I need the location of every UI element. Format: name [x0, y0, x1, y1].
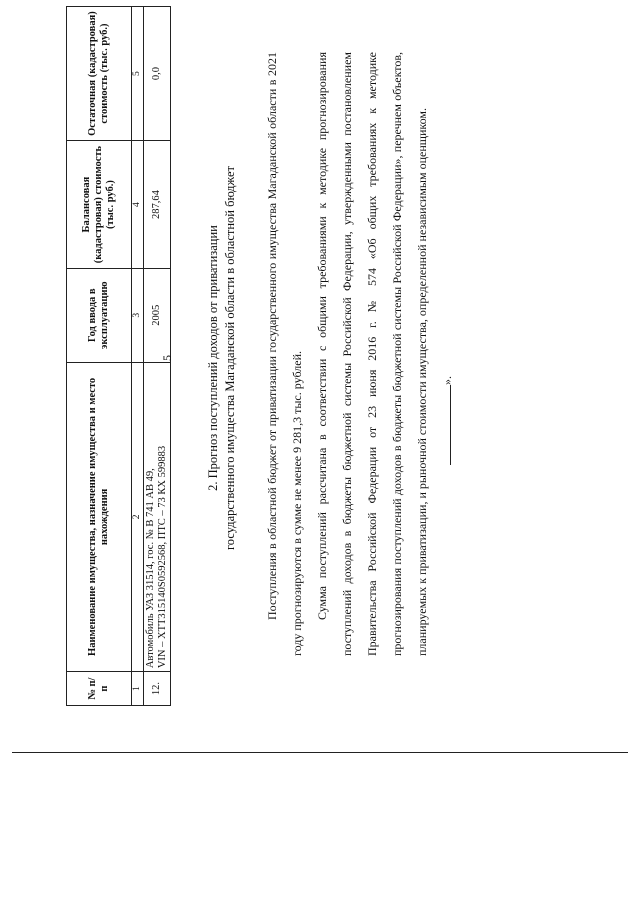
- column-number: 1: [132, 672, 144, 706]
- table-header-row: [67, 7, 132, 706]
- rotated-page-content: [60, 0, 640, 716]
- closing-mark: ».: [440, 376, 454, 385]
- column-number: 5: [132, 7, 144, 141]
- property-vin-line: VIN – XTT315140S0592568, ПТС – 73 КХ 599883: [156, 445, 168, 669]
- paragraph-revenue-forecast: Поступления в областной бюджет от приватизации государственного имущества Магаданской области в 2021 году прогнозируются в сумме не менее 9 281,3 тыс. рублей.: [265, 52, 304, 656]
- header-residual-value: Остаточная (кадастровая) стоимость (тыс. руб.): [67, 7, 132, 141]
- closing-line: [435, 52, 460, 656]
- header-year: Год ввода в эксплуатацию: [67, 268, 132, 362]
- row-number: 12.: [143, 672, 170, 706]
- column-number: 3: [132, 268, 144, 362]
- section-title-line-2: государственного имущества Магаданской области в областной бюджет: [223, 165, 237, 551]
- page-separator-line: [12, 752, 628, 753]
- column-number: 4: [132, 141, 144, 269]
- row-residual-value: 0,0: [143, 7, 170, 141]
- property-name-line: Автомобиль УАЗ 31514, гос. № В 741 АВ 49,: [144, 468, 156, 669]
- header-balance-value: Балансовая (кадастровая) стоимость (тыс. руб.): [67, 141, 132, 269]
- row-year: 2005: [143, 268, 170, 362]
- closing-underline: [436, 385, 451, 465]
- paragraph-calculation-method: Сумма поступлений рассчитана в соответствии с общими требованиями к методике прогнозирования поступлений доходов в бюджеты бюджетной системы Российской Федерации, утвержденными постановлением Правительства Российской Федерации от 23 июня 2016 г. № 574 «Об общих требованиях к методике прогнозирования поступлений доходов в бюджеты бюджетной системы Российской Федерации», перечнем объектов, планируемых к приватизации, и рыночной стоимости имущества, определенной независимым оценщиком.: [315, 52, 429, 656]
- property-table: [66, 6, 171, 706]
- section-title-line-1: 2. Прогноз поступлений доходов от приватизации: [206, 225, 220, 491]
- column-number-row: [132, 7, 144, 706]
- column-number: 2: [132, 362, 144, 672]
- header-num: № п/п: [67, 672, 132, 706]
- section-title: [205, 0, 239, 716]
- header-name: Наименование имущества, назначение имущества и место нахождения: [67, 362, 132, 672]
- page-number: 5: [160, 355, 174, 361]
- body-text: [260, 52, 460, 656]
- row-balance-value: 287,64: [143, 141, 170, 269]
